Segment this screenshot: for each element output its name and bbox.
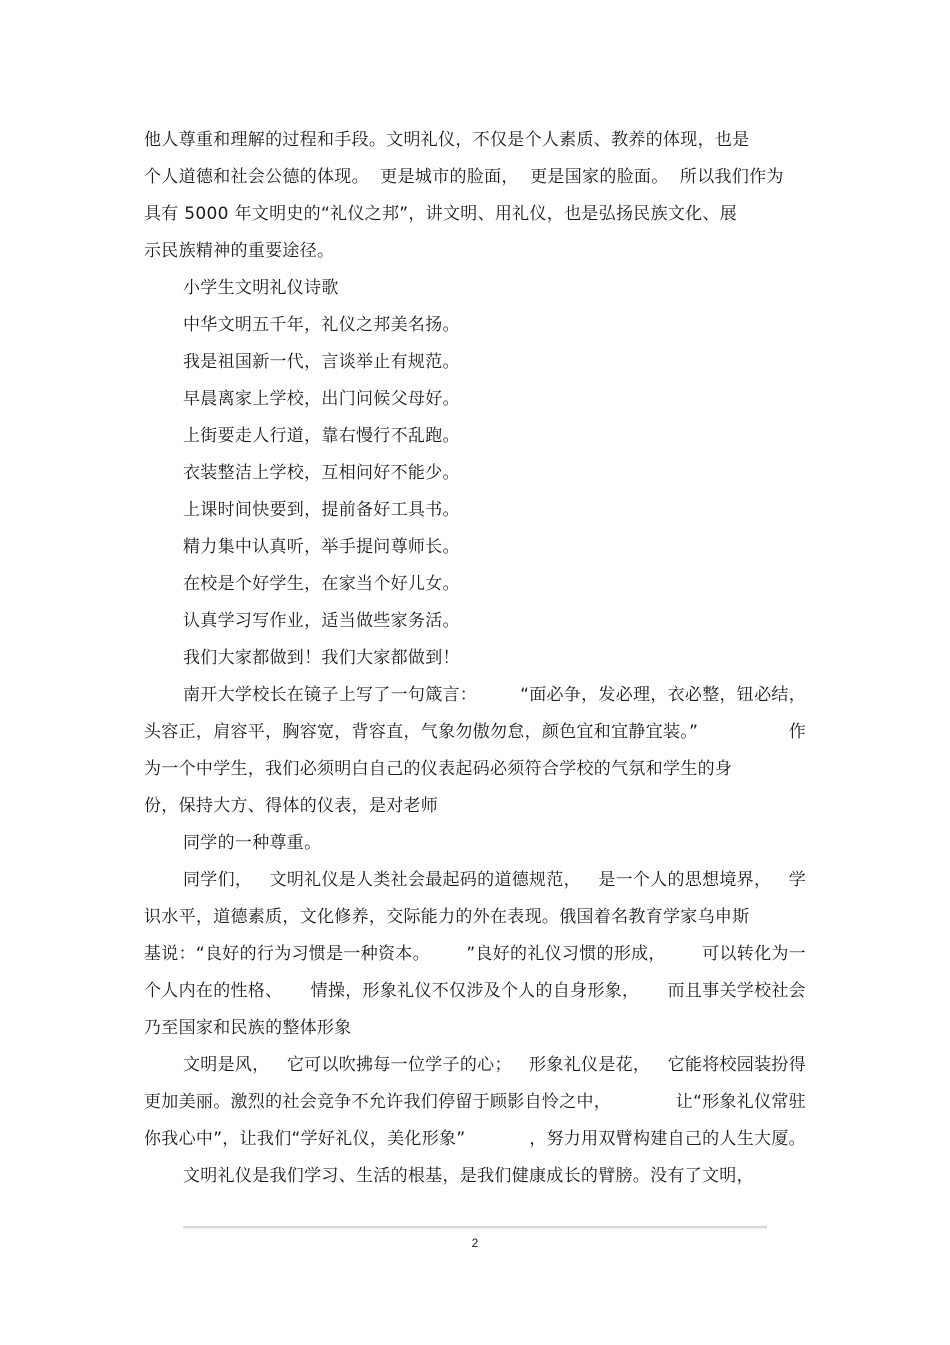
paragraph-2-line-1 [183, 684, 806, 706]
text-segment: 基说：“良好的行为习惯是一种资本。 [144, 944, 430, 964]
text-segment: 它可以吹拂每一位学子的心； [286, 1055, 512, 1075]
text-segment: 情操，形象礼仪不仅涉及个人的自身形象， [310, 981, 640, 1001]
paragraph-4-line-1 [183, 1054, 806, 1076]
poem-line: 衣装整洁上学校，互相问好不能少。 [183, 463, 460, 483]
text-segment: 形象礼仪是花， [529, 1055, 651, 1075]
text-segment: 个人内在的性格、 [144, 981, 283, 1001]
text-segment: 同学们， [183, 870, 253, 890]
paragraph-1-line-4: 示民族精神的重要途径。 [144, 241, 335, 261]
paragraph-4-line-2 [144, 1091, 806, 1113]
paragraph-3-line-1 [183, 869, 806, 891]
text-segment: ”良好的礼仪习惯的形成， [466, 944, 666, 964]
text-segment: 是一个人的思想境界， [598, 870, 772, 890]
paragraph-2-line-5: 同学的一种尊重。 [183, 833, 322, 853]
text-segment: 头容正，肩容平，胸容宽，背容直，气象勿傲勿怠，颜色宜和宜静宜装。” [144, 722, 699, 742]
text-segment: 它能将校园装扮得 [667, 1055, 806, 1075]
text-segment: 南开大学校长在镜子上写了一句箴言： [183, 685, 478, 705]
poem-title: 小学生文明礼仪诗歌 [183, 278, 339, 298]
text-segment: 让“形象礼仪常驻 [675, 1092, 806, 1112]
text-segment: 可以转化为一 [702, 944, 806, 964]
paragraph-2-line-2 [144, 721, 806, 743]
poem-line: 上街要走人行道，靠右慢行不乱跑。 [183, 426, 460, 446]
text-segment: 而且事关学校社会 [667, 981, 806, 1001]
text-segment: ，努力用双臂构建自己的人生大厦。 [529, 1129, 806, 1149]
text-segment: 更加美丽。激烈的社会竞争不允许我们停留于顾影自怜之中， [144, 1092, 612, 1112]
text-segment: 学 [788, 870, 806, 890]
paragraph-3-line-4 [144, 980, 806, 1002]
paragraph-4-line-3 [144, 1128, 806, 1150]
paragraph-3-line-5: 乃至国家和民族的整体形象 [144, 1018, 352, 1038]
text-segment: “面必争，发必理，衣必整，钮必结， [520, 685, 806, 705]
poem-line: 我们大家都做到！我们大家都做到！ [183, 648, 460, 668]
paragraph-1-line-1: 他人尊重和理解的过程和手段。文明礼仪，不仅是个人素质、教养的体现，也是 [144, 130, 750, 150]
page-number: 2 [471, 1236, 479, 1250]
text-segment: 你我心中”，让我们“学好礼仪，美化形象” [144, 1129, 466, 1149]
paragraph-3-line-3 [144, 943, 806, 965]
paragraph-5-line-1: 文明礼仪是我们学习、生活的根基，是我们健康成长的臂膀。没有了文明， [183, 1166, 754, 1186]
paragraph-1-line-2: 个人道德和社会公德的体现。 更是城市的脸面， 更是国家的脸面。 所以我们作为 [144, 167, 784, 187]
poem-line: 在校是个好学生，在家当个好儿女。 [183, 574, 460, 594]
paragraph-2-line-4: 份，保持大方、得体的仪表，是对老师 [144, 796, 439, 816]
poem-line: 我是祖国新一代，言谈举止有规范。 [183, 352, 460, 372]
paragraph-2-line-3: 为一个中学生，我们必须明白自己的仪表起码必须符合学校的气氛和学生的身 [144, 759, 733, 779]
paragraph-3-line-2: 识水平，道德素质，文化修养，交际能力的外在表现。俄国着名教育学家乌申斯 [144, 907, 750, 927]
text-segment: 文明礼仪是人类社会最起码的道德规范， [269, 870, 581, 890]
poem-line: 上课时间快要到，提前备好工具书。 [183, 500, 460, 520]
poem-line: 认真学习写作业，适当做些家务活。 [183, 611, 460, 631]
paragraph-1-line-3: 具有 5000 年文明史的“礼仪之邦”，讲文明、用礼仪，也是弘扬民族文化、展 [144, 204, 738, 224]
footer-divider [183, 1226, 767, 1229]
text-segment: 作 [788, 722, 806, 742]
poem-line: 中华文明五千年，礼仪之邦美名扬。 [183, 315, 460, 335]
text-segment: 文明是风， [183, 1055, 270, 1075]
poem-line: 精力集中认真听，举手提问尊师长。 [183, 537, 460, 557]
poem-line: 早晨离家上学校，出门问候父母好。 [183, 389, 460, 409]
